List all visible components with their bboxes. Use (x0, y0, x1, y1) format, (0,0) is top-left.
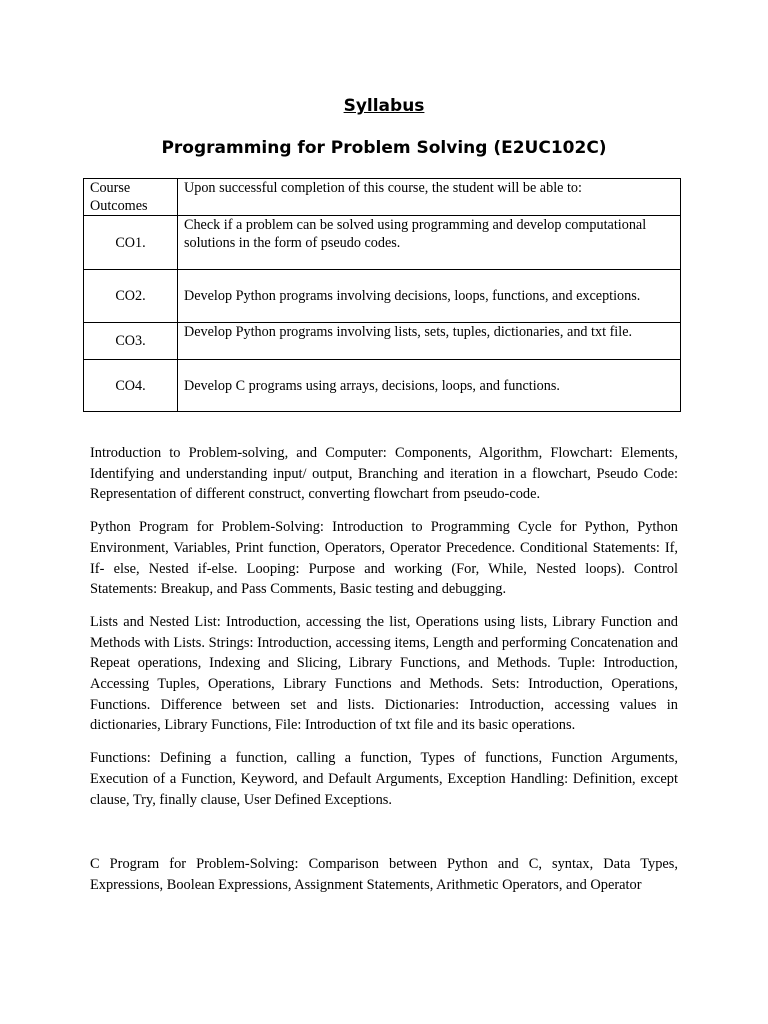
outcome-description-cell: Develop Python programs involving lists, sets, tuples, dictionaries, and txt file. (178, 323, 681, 360)
paragraph-python-program: Python Program for Problem-Solving: Introduction to Programming Cycle for Python, Python Environment, Variables, Print function, Operators, Operator Precedence. Conditional Statements: If, If- else, Nested if-else. Looping: Purpose and working (For, While, Nested loops). Control Statements: Breakup, and Pass Comments, Basic testing and debugging. (90, 519, 678, 598)
course-outcomes-intro-cell: Upon successful completion of this course, the student will be able to: (178, 179, 681, 216)
paragraph-functions: Functions: Defining a function, calling a function, Types of functions, Function Arguments, Execution of a Function, Keyword, and Default Arguments, Exception Handling: Definition, except clause, Try, finally clause, User Defined Exceptions. (90, 750, 678, 808)
table-row (84, 270, 681, 323)
outcome-description-cell: Develop C programs using arrays, decisions, loops, and functions. (178, 360, 681, 412)
syllabus-body (90, 443, 678, 908)
outcome-description-cell: Develop Python programs involving decisions, loops, functions, and exceptions. (178, 270, 681, 323)
outcome-id-cell: CO4. (84, 360, 178, 412)
table-header-row (84, 179, 681, 216)
outcome-id-cell: CO3. (84, 323, 178, 360)
paragraph-lists: Lists and Nested List: Introduction, accessing the list, Operations using lists, Library Function and Methods with Lists. Strings: Introduction, accessing items, Length and performing Concatenation and Repeat operations, Indexing and Slicing, Library Functions, and Methods. Tuple: Introduction, Accessing Tuples, Operations, Library Functions and Methods. Sets: Introduction, Operations, Functions. Difference between set and lists. Dictionaries: Introduction, accessing values in dictionaries, Library Functions, File: Introduction of txt file and its basic operations. (90, 613, 678, 734)
syllabus-heading: Syllabus (343, 96, 425, 116)
course-title: Programming for Problem Solving (E2UC102C) (161, 138, 607, 158)
table-row (84, 360, 681, 412)
table-row (84, 323, 681, 360)
outcome-id-cell: CO1. (84, 216, 178, 270)
outcome-id-cell: CO2. (84, 270, 178, 323)
table-row (84, 216, 681, 270)
paragraph-problem-solving: Introduction to Problem-solving, and Computer: Components, Algorithm, Flowchart: Elements, Identifying and understanding input/ output, Branching and iteration in a flowchart, Pseudo Code: Representation of different construct, converting flowchart from pseudo-code. (90, 445, 678, 503)
course-outcomes-header-cell: Course Outcomes (84, 179, 178, 216)
course-outcomes-table (83, 178, 681, 412)
paragraph-c-program: C Program for Problem-Solving: Comparison between Python and C, syntax, Data Types, Expressions, Boolean Expressions, Assignment Statements, Arithmetic Operators, and Operator (90, 856, 678, 893)
outcome-description-cell: Check if a problem can be solved using programming and develop computational solutions in the form of pseudo codes. (178, 216, 681, 270)
